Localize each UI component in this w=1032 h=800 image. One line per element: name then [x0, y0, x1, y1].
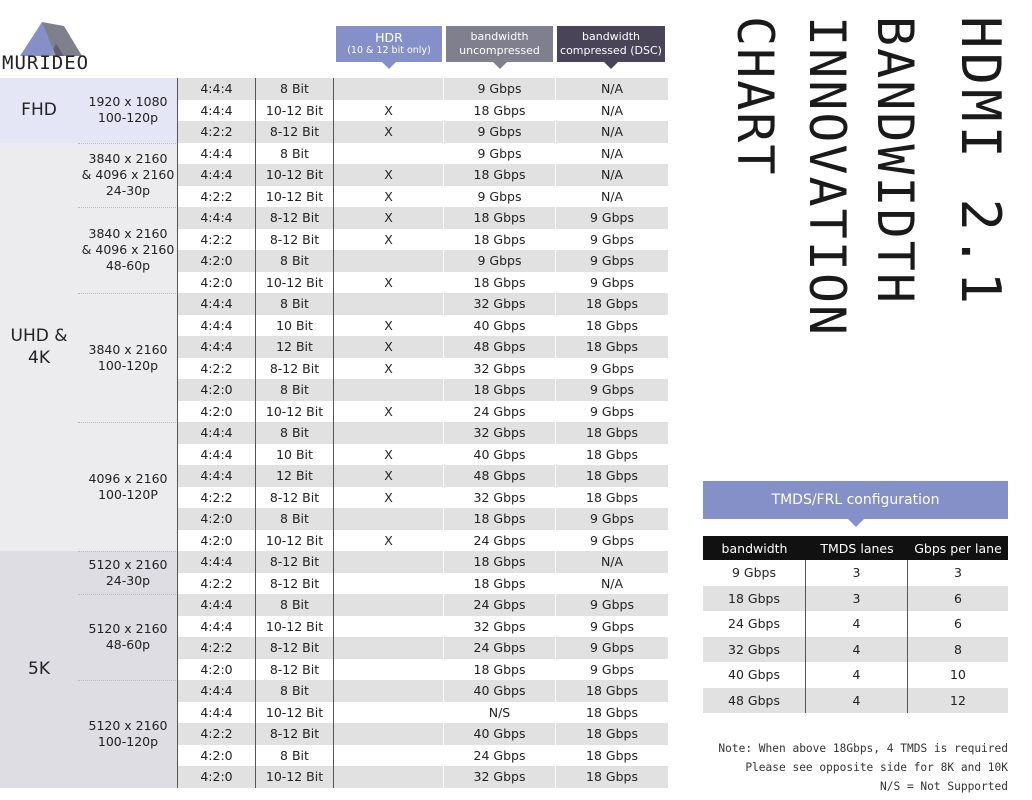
resolution-label: 5120 x 2160 100-120p — [88, 717, 168, 749]
compressed-cell: N/A — [600, 554, 624, 570]
hdr-cell — [334, 594, 444, 616]
table-row — [178, 616, 668, 638]
uncompressed-cell: 32 Gbps — [444, 766, 556, 788]
bit-depth-cell: 8-12 Bit — [256, 659, 334, 681]
uncompressed-cell: 32 Gbps — [444, 293, 556, 315]
hdr-cell — [334, 78, 444, 100]
note-line: Please see opposite side for 8K and 10K — [745, 761, 1008, 774]
uncompressed-cell: 9 Gbps — [444, 250, 556, 272]
uncompressed-cell: 32 Gbps — [444, 358, 556, 380]
tmds-header-cell: Gbps per lane — [914, 540, 1002, 556]
divider — [78, 551, 178, 552]
hdr-cell: X — [334, 315, 444, 337]
chroma-cell: 4:2:0 — [178, 659, 256, 681]
bit-depth-cell: 8 Bit — [256, 680, 334, 702]
note-line: N/S = Not Supported — [880, 780, 1008, 793]
tmds-cell: 24 Gbps — [703, 611, 806, 637]
chroma-cell: 4:4:4 — [178, 315, 256, 337]
bit-depth-cell: 8 Bit — [256, 78, 334, 100]
hdr-cell: X — [334, 487, 444, 509]
uncompressed-cell: 18 Gbps — [444, 229, 556, 251]
hdr-cell: X — [334, 229, 444, 251]
compressed-cell: 9 Gbps — [590, 403, 634, 419]
bit-depth-cell: 8-12 Bit — [256, 637, 334, 659]
uncompressed-cell: 18 Gbps — [444, 207, 556, 229]
compressed-cell: 9 Gbps — [590, 253, 634, 269]
compressed-cell: 18 Gbps — [586, 468, 638, 484]
hdr-cell — [334, 379, 444, 401]
bit-depth-cell: 8-12 Bit — [256, 487, 334, 509]
murideo-logo — [2, 22, 112, 74]
compressed-cell: 18 Gbps — [586, 726, 638, 742]
tmds-table — [703, 536, 1008, 713]
resolution-label: 3840 x 2160 100-120p — [88, 341, 168, 373]
table-row — [178, 465, 668, 487]
title-line-3: INNOVATION — [798, 16, 856, 338]
tmds-cell: 4 — [806, 662, 908, 688]
table-row — [178, 100, 668, 122]
uncompressed-cell: 18 Gbps — [444, 659, 556, 681]
table-row — [178, 508, 668, 530]
tmds-cell: 12 — [950, 692, 966, 708]
tmds-header-row — [703, 536, 1008, 560]
uncompressed-cell: 32 Gbps — [444, 616, 556, 638]
uncompressed-cell: 40 Gbps — [444, 444, 556, 466]
compressed-cell: 18 Gbps — [586, 446, 638, 462]
bit-depth-cell: 8-12 Bit — [256, 723, 334, 745]
table-row — [178, 315, 668, 337]
header-hdr-label: HDR — [375, 30, 403, 45]
compressed-cell: 9 Gbps — [590, 618, 634, 634]
compressed-cell: 18 Gbps — [586, 317, 638, 333]
tmds-cell: 3 — [806, 586, 908, 612]
bandwidth-table — [0, 78, 670, 792]
header-compressed-line1: bandwidth — [582, 30, 640, 43]
tmds-cell: 18 Gbps — [703, 586, 806, 612]
bit-depth-cell: 12 Bit — [256, 465, 334, 487]
tmds-cell: 6 — [954, 616, 962, 632]
uncompressed-cell: 9 Gbps — [444, 186, 556, 208]
table-row — [178, 530, 668, 552]
table-row — [178, 723, 668, 745]
chroma-cell: 4:4:4 — [178, 293, 256, 315]
group-label: FHD — [0, 78, 78, 143]
hdr-cell — [334, 659, 444, 681]
title-line-2: BANDWIDTH — [866, 16, 924, 305]
chroma-cell: 4:2:2 — [178, 358, 256, 380]
header-compressed-line2: compressed (DSC) — [560, 44, 662, 57]
compressed-cell: 9 Gbps — [590, 210, 634, 226]
bit-depth-cell: 10-12 Bit — [256, 530, 334, 552]
resolution-label: 5120 x 2160 24-30p — [88, 556, 168, 588]
chroma-cell: 4:2:0 — [178, 766, 256, 788]
compressed-cell: N/A — [600, 575, 624, 591]
hdr-cell — [334, 766, 444, 788]
compressed-cell: 18 Gbps — [586, 747, 638, 763]
compressed-cell: 9 Gbps — [590, 661, 634, 677]
divider — [177, 78, 178, 788]
tmds-cell: 32 Gbps — [703, 637, 806, 663]
uncompressed-cell: 18 Gbps — [444, 100, 556, 122]
hdr-cell: X — [334, 401, 444, 423]
tmds-cell: 48 Gbps — [703, 688, 806, 714]
uncompressed-cell: 18 Gbps — [444, 272, 556, 294]
chroma-cell: 4:2:0 — [178, 508, 256, 530]
compressed-cell: N/A — [600, 145, 624, 161]
table-row — [178, 422, 668, 444]
chroma-cell: 4:4:4 — [178, 78, 256, 100]
hdr-cell — [334, 680, 444, 702]
hdr-cell — [334, 616, 444, 638]
table-row — [178, 78, 668, 100]
uncompressed-cell: 32 Gbps — [444, 487, 556, 509]
compressed-cell: 18 Gbps — [586, 425, 638, 441]
table-row — [178, 250, 668, 272]
chroma-cell: 4:4:4 — [178, 616, 256, 638]
table-row — [178, 594, 668, 616]
hdr-cell: X — [334, 100, 444, 122]
tmds-cell: 3 — [954, 565, 962, 581]
hdr-cell: X — [334, 358, 444, 380]
compressed-cell: 9 Gbps — [590, 640, 634, 656]
hdr-cell: X — [334, 465, 444, 487]
uncompressed-cell: 9 Gbps — [444, 143, 556, 165]
tmds-header-cell: bandwidth — [721, 540, 788, 556]
tmds-cell: 3 — [806, 560, 908, 586]
table-row — [178, 143, 668, 165]
uncompressed-cell: 18 Gbps — [444, 164, 556, 186]
tmds-row — [703, 560, 1008, 586]
chroma-cell: 4:2:0 — [178, 250, 256, 272]
hdr-cell — [334, 637, 444, 659]
mountain-logo-icon — [20, 22, 82, 56]
bit-depth-cell: 8-12 Bit — [256, 573, 334, 595]
table-row — [178, 164, 668, 186]
tmds-row — [703, 586, 1008, 612]
bit-depth-cell: 10-12 Bit — [256, 186, 334, 208]
tmds-title: TMDS/FRL configuration — [703, 481, 1008, 519]
compressed-cell: N/A — [600, 102, 624, 118]
uncompressed-cell: 24 Gbps — [444, 637, 556, 659]
uncompressed-cell: 24 Gbps — [444, 401, 556, 423]
bit-depth-cell: 8 Bit — [256, 379, 334, 401]
header-uncompressed-line1: bandwidth — [470, 30, 529, 43]
bit-depth-cell: 10 Bit — [256, 444, 334, 466]
uncompressed-cell: 18 Gbps — [444, 573, 556, 595]
chroma-cell: 4:4:4 — [178, 143, 256, 165]
tmds-cell: 4 — [806, 637, 908, 663]
uncompressed-cell: 40 Gbps — [444, 315, 556, 337]
table-row — [178, 659, 668, 681]
chroma-cell: 4:2:0 — [178, 530, 256, 552]
hdr-cell — [334, 702, 444, 724]
hdr-cell: X — [334, 186, 444, 208]
uncompressed-cell: 48 Gbps — [444, 336, 556, 358]
tmds-header-cell: TMDS lanes — [820, 540, 894, 556]
chroma-cell: 4:2:2 — [178, 229, 256, 251]
compressed-cell: N/A — [600, 124, 624, 140]
hdr-cell: X — [334, 444, 444, 466]
hdr-cell — [334, 250, 444, 272]
hdr-cell: X — [334, 121, 444, 143]
resolution-label: 3840 x 2160 & 4096 x 2160 48-60p — [81, 226, 175, 273]
compressed-cell: N/A — [600, 81, 624, 97]
hdr-cell: X — [334, 207, 444, 229]
chroma-cell: 4:4:4 — [178, 680, 256, 702]
uncompressed-cell: 32 Gbps — [444, 422, 556, 444]
table-row — [178, 680, 668, 702]
table-row — [178, 637, 668, 659]
uncompressed-cell: 18 Gbps — [444, 508, 556, 530]
bit-depth-cell: 8 Bit — [256, 594, 334, 616]
hdr-cell — [334, 422, 444, 444]
bit-depth-cell: 10-12 Bit — [256, 164, 334, 186]
header-compressed — [557, 26, 665, 62]
tmds-cell: 4 — [806, 688, 908, 714]
header-uncompressed-line2: uncompressed — [459, 44, 540, 57]
tmds-cell: 40 Gbps — [703, 662, 806, 688]
table-row — [178, 293, 668, 315]
compressed-cell: 9 Gbps — [590, 360, 634, 376]
bit-depth-cell: 8-12 Bit — [256, 358, 334, 380]
chroma-cell: 4:2:2 — [178, 121, 256, 143]
bit-depth-cell: 10-12 Bit — [256, 401, 334, 423]
table-row — [178, 487, 668, 509]
bit-depth-cell: 10-12 Bit — [256, 766, 334, 788]
bit-depth-cell: 12 Bit — [256, 336, 334, 358]
bit-depth-cell: 8 Bit — [256, 293, 334, 315]
bit-depth-cell: 8 Bit — [256, 745, 334, 767]
bit-depth-cell: 8-12 Bit — [256, 229, 334, 251]
bit-depth-cell: 10 Bit — [256, 315, 334, 337]
hdr-cell — [334, 508, 444, 530]
compressed-cell: 9 Gbps — [590, 597, 634, 613]
compressed-cell: N/A — [600, 167, 624, 183]
hdr-cell — [334, 551, 444, 573]
table-row — [178, 766, 668, 788]
resolution-label: 4096 x 2160 100-120P — [88, 470, 168, 502]
footnotes — [718, 739, 1008, 796]
chroma-cell: 4:2:2 — [178, 186, 256, 208]
divider — [78, 143, 178, 144]
title-line-1: HDMI 2.1 — [949, 16, 1012, 309]
header-hdr-sub: (10 & 12 bit only) — [347, 45, 431, 56]
bit-depth-cell: 10-12 Bit — [256, 100, 334, 122]
chroma-cell: 4:4:4 — [178, 551, 256, 573]
bit-depth-cell: 8-12 Bit — [256, 551, 334, 573]
uncompressed-cell: 40 Gbps — [444, 680, 556, 702]
header-hdr — [336, 26, 442, 62]
uncompressed-cell: 18 Gbps — [444, 379, 556, 401]
bit-depth-cell: 8 Bit — [256, 422, 334, 444]
table-row — [178, 573, 668, 595]
tmds-cell: 9 Gbps — [703, 560, 806, 586]
table-row — [178, 379, 668, 401]
table-row — [178, 272, 668, 294]
bit-depth-cell: 8 Bit — [256, 250, 334, 272]
table-row — [178, 702, 668, 724]
uncompressed-cell: 24 Gbps — [444, 745, 556, 767]
uncompressed-cell: 48 Gbps — [444, 465, 556, 487]
bit-depth-cell: 10-12 Bit — [256, 272, 334, 294]
tmds-row — [703, 662, 1008, 688]
uncompressed-cell: 9 Gbps — [444, 121, 556, 143]
chroma-cell: 4:4:4 — [178, 594, 256, 616]
divider — [78, 422, 178, 423]
divider — [78, 293, 178, 294]
group-label: 5K — [0, 551, 78, 788]
bit-depth-cell: 8 Bit — [256, 143, 334, 165]
chroma-cell: 4:4:4 — [178, 422, 256, 444]
hdr-cell — [334, 143, 444, 165]
hdr-cell: X — [334, 530, 444, 552]
chroma-cell: 4:4:4 — [178, 100, 256, 122]
tmds-cell: 6 — [954, 590, 962, 606]
hdr-cell — [334, 745, 444, 767]
chroma-cell: 4:4:4 — [178, 444, 256, 466]
chroma-cell: 4:2:0 — [178, 401, 256, 423]
resolution-label: 3840 x 2160 & 4096 x 2160 24-30p — [81, 150, 175, 198]
table-row — [178, 745, 668, 767]
compressed-cell: 9 Gbps — [590, 231, 634, 247]
compressed-cell: 9 Gbps — [590, 382, 634, 398]
chroma-cell: 4:4:4 — [178, 336, 256, 358]
resolution-label: 1920 x 1080 100-120p — [88, 94, 168, 126]
table-row — [178, 207, 668, 229]
compressed-cell: 18 Gbps — [586, 683, 638, 699]
header-uncompressed — [446, 26, 553, 62]
bit-depth-cell: 8-12 Bit — [256, 207, 334, 229]
chroma-cell: 4:2:0 — [178, 379, 256, 401]
uncompressed-cell: 24 Gbps — [444, 530, 556, 552]
note-line: Note: When above 18Gbps, 4 TMDS is required — [718, 742, 1008, 755]
compressed-cell: 18 Gbps — [586, 704, 638, 720]
table-row — [178, 336, 668, 358]
compressed-cell: 9 Gbps — [590, 274, 634, 290]
table-row — [178, 229, 668, 251]
table-row — [178, 186, 668, 208]
compressed-cell: 18 Gbps — [586, 339, 638, 355]
tmds-cell: 8 — [954, 641, 962, 657]
group-label: UHD & 4K — [0, 143, 78, 552]
chroma-cell: 4:2:2 — [178, 487, 256, 509]
compressed-cell: N/A — [600, 188, 624, 204]
uncompressed-cell: 24 Gbps — [444, 594, 556, 616]
table-row — [178, 358, 668, 380]
chroma-cell: 4:4:4 — [178, 207, 256, 229]
chroma-cell: 4:2:0 — [178, 745, 256, 767]
logo-wordmark: MURIDEO — [2, 52, 90, 74]
uncompressed-cell: 9 Gbps — [444, 78, 556, 100]
table-row — [178, 401, 668, 423]
compressed-cell: 18 Gbps — [586, 769, 638, 785]
chroma-cell: 4:2:2 — [178, 637, 256, 659]
bit-depth-cell: 8 Bit — [256, 508, 334, 530]
hdr-cell: X — [334, 336, 444, 358]
title-line-4: CHART — [726, 16, 784, 177]
table-row — [178, 121, 668, 143]
table-row — [178, 444, 668, 466]
hdr-cell — [334, 293, 444, 315]
bit-depth-cell: 10-12 Bit — [256, 616, 334, 638]
compressed-cell: 18 Gbps — [586, 489, 638, 505]
tmds-row — [703, 688, 1008, 714]
uncompressed-cell: N/S — [444, 702, 556, 724]
bit-depth-cell: 10-12 Bit — [256, 702, 334, 724]
chroma-cell: 4:2:2 — [178, 573, 256, 595]
uncompressed-cell: 40 Gbps — [444, 723, 556, 745]
compressed-cell: 9 Gbps — [590, 532, 634, 548]
compressed-cell: 9 Gbps — [590, 511, 634, 527]
chroma-cell: 4:2:0 — [178, 272, 256, 294]
table-row — [178, 551, 668, 573]
tmds-cell: 4 — [806, 611, 908, 637]
tmds-row — [703, 637, 1008, 663]
uncompressed-cell: 18 Gbps — [444, 551, 556, 573]
tmds-cell: 10 — [950, 667, 966, 683]
resolution-label: 5120 x 2160 48-60p — [88, 621, 168, 652]
chroma-cell: 4:2:2 — [178, 723, 256, 745]
chroma-cell: 4:4:4 — [178, 702, 256, 724]
compressed-cell: 18 Gbps — [586, 296, 638, 312]
divider — [78, 594, 178, 595]
hdr-cell — [334, 573, 444, 595]
divider — [78, 680, 178, 681]
hdr-cell: X — [334, 164, 444, 186]
hdr-cell — [334, 723, 444, 745]
hdr-cell: X — [334, 272, 444, 294]
chroma-cell: 4:4:4 — [178, 164, 256, 186]
divider — [78, 207, 178, 208]
tmds-row — [703, 611, 1008, 637]
bit-depth-cell: 8-12 Bit — [256, 121, 334, 143]
chroma-cell: 4:4:4 — [178, 465, 256, 487]
